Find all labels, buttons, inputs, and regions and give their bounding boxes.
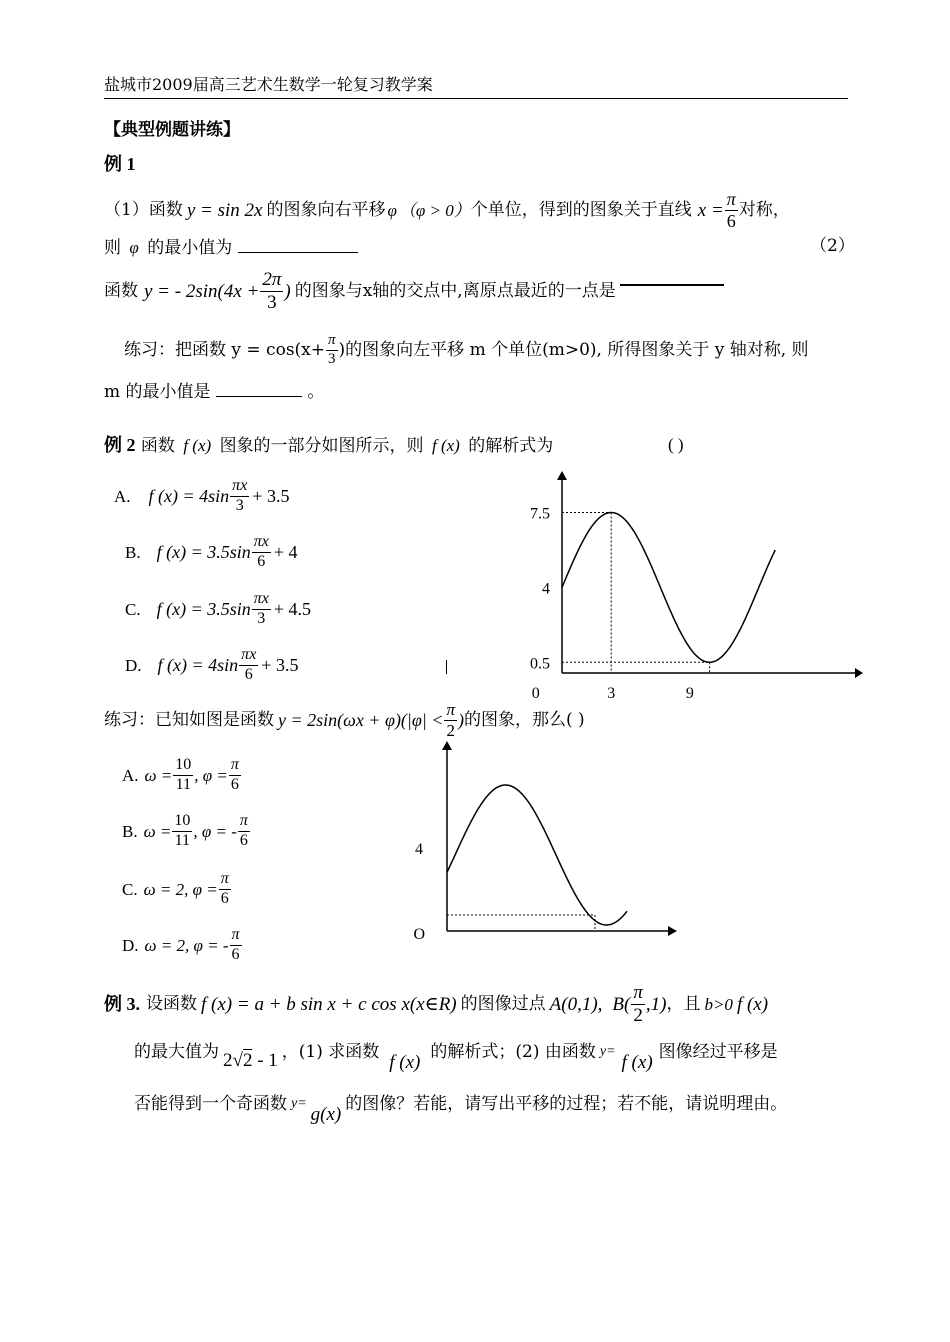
option-frac-den: 3 xyxy=(257,609,266,627)
example-1-label: 例 1 xyxy=(104,154,136,174)
ex1-q2-frac-den: 3 xyxy=(267,291,277,313)
option-omega: ω = xyxy=(143,821,172,841)
option-letter: D. xyxy=(122,935,139,955)
ex1-q2-frac xyxy=(260,270,283,313)
page-header xyxy=(104,77,433,93)
x-axis-arrow xyxy=(855,668,863,678)
ex2-text-c: 的解析式为 xyxy=(468,436,554,456)
ex1-practice-frac-num: π xyxy=(326,333,338,351)
option-tail: + 4.5 xyxy=(273,599,312,619)
sqrt-icon: √ xyxy=(232,1049,243,1071)
ex2-option-b[interactable] xyxy=(125,532,298,572)
ex1-q2-frac-num: 2π xyxy=(262,268,282,290)
option-omega-num: 10 xyxy=(172,813,192,832)
ex3-maxval-b: 2 xyxy=(242,1049,253,1071)
ex3-text-b: 的图像过点 xyxy=(460,993,546,1014)
ex3-frac-num: π xyxy=(633,981,643,1003)
y-tick-label-0: 7.5 xyxy=(530,505,550,523)
option-tail: + 4 xyxy=(273,542,298,562)
ex1-frac-den: 6 xyxy=(726,210,736,231)
ex1-q2-num: （2） xyxy=(810,236,855,256)
x-axis-arrow xyxy=(668,926,677,936)
option-omega: ω = 2, φ = xyxy=(143,879,218,899)
stray-tick xyxy=(446,660,447,674)
ex3-frac-den: 2 xyxy=(633,1004,643,1026)
option-frac xyxy=(230,478,249,515)
ex2-fx-2: f (x) xyxy=(431,436,460,455)
ex2-option-d[interactable] xyxy=(125,645,298,685)
ex2p-option-a[interactable] xyxy=(122,752,242,798)
option-phi-den: 6 xyxy=(220,889,229,907)
option-letter: C. xyxy=(125,599,141,619)
ex2p-close: ) xyxy=(457,710,464,730)
ex1-q2-eq-b: ) xyxy=(284,280,291,302)
option-omega-den: 11 xyxy=(174,831,191,849)
ex1-q1-num: （1） xyxy=(104,199,149,220)
ex1-practice-frac-den: 3 xyxy=(328,350,336,367)
option-frac-den: 3 xyxy=(235,496,244,514)
option-phi-den: 6 xyxy=(231,945,240,963)
ex3-fx-3: f (x) xyxy=(621,1051,653,1073)
ex3-fx: f (x) xyxy=(736,993,769,1015)
option-tail: + 3.5 xyxy=(252,486,290,506)
option-phi: , φ = - xyxy=(193,821,237,841)
ex3-l3a: 否能得到一个奇函数 xyxy=(134,1093,287,1114)
ex1-frac-pi-6 xyxy=(725,190,738,231)
option-phi-den: 6 xyxy=(230,775,239,793)
option-omega-num: 10 xyxy=(173,757,193,776)
ex2p-frac-num: π xyxy=(446,699,455,719)
option-letter: A. xyxy=(122,765,139,785)
ex2p-option-b[interactable] xyxy=(122,808,251,854)
ex2-practice-graph xyxy=(405,738,705,948)
ex1-q2-answer-line xyxy=(620,284,724,286)
option-frac xyxy=(252,591,271,628)
y-tick-label-0: 4 xyxy=(415,841,423,858)
header-rule xyxy=(104,98,848,99)
ex3-point-a: A(0,1), xyxy=(549,993,603,1015)
series-curve xyxy=(447,785,627,925)
ex2-practice-question xyxy=(104,696,585,744)
ex2-text-a: 函数 xyxy=(140,436,175,456)
ex1-practice-b: )的图象向左平移 m 个单位(m>0), 所得图象关于 y 轴对称, 则 xyxy=(338,339,809,360)
option-frac-num: πx xyxy=(230,478,249,497)
ex3-l2d: 图像经过平移是 xyxy=(658,1041,778,1062)
ex3-line2 xyxy=(134,1030,778,1074)
ex3-line3 xyxy=(134,1082,787,1126)
option-omega: ω = xyxy=(144,765,173,785)
ex1-practice-line1 xyxy=(124,326,809,374)
option-phi-num: π xyxy=(238,813,250,832)
option-phi-num: π xyxy=(219,871,231,890)
option-letter: A. xyxy=(114,486,131,506)
option-lhs: f (x) = 4sin xyxy=(157,655,239,675)
option-phi-num: π xyxy=(229,757,241,776)
ex3-point-b-a: B( xyxy=(612,993,631,1015)
option-omega-frac xyxy=(173,757,193,794)
ex2p-frac xyxy=(444,701,457,740)
ex1-q1-fn: 函数 xyxy=(148,199,183,220)
ex2-question xyxy=(104,436,553,455)
option-frac xyxy=(252,534,271,571)
ex3-yeq: y= xyxy=(599,1044,616,1059)
ex2p-text-b: 的图象，那么( ) xyxy=(463,709,585,730)
ex2p-frac-den: 2 xyxy=(446,720,455,740)
y-axis-arrow xyxy=(557,471,567,480)
option-phi-frac xyxy=(230,927,242,964)
section-title: 【典型例题讲练】 xyxy=(104,120,240,140)
ex2-answer-paren: ( ) xyxy=(668,435,684,454)
ex1-practice-blank xyxy=(216,382,302,397)
ex1-q1-text-c: 对称， xyxy=(738,199,790,220)
option-omega-frac xyxy=(172,813,192,850)
header-title: 盐城市2009届高三艺术生数学一轮复习教学案 xyxy=(104,75,433,94)
option-omega: ω = 2, φ = - xyxy=(144,935,229,955)
ex3-point-b-b: ,1) xyxy=(645,993,667,1015)
ex3-eq: f (x) = a + b sin x + c cos x(x∈R) xyxy=(201,993,457,1015)
ex2p-option-d[interactable] xyxy=(122,922,243,968)
option-letter: C. xyxy=(122,879,138,899)
ex3-cond: b>0 xyxy=(704,994,733,1014)
ex3-l2a: 的最大值为 xyxy=(134,1041,219,1062)
ex3-text-a: 设函数 xyxy=(146,993,197,1014)
option-letter: B. xyxy=(125,542,141,562)
ex2-text-b: 图象的一部分如图所示，则 xyxy=(219,436,424,456)
ex1-practice-frac xyxy=(326,333,338,368)
x-tick-label-2: 9 xyxy=(685,685,694,702)
option-letter: D. xyxy=(125,655,142,675)
option-omega-den: 11 xyxy=(175,775,191,793)
ex2-fx: f (x) xyxy=(183,436,212,455)
ex1-q2-eq-a: y = - 2sin(4x + xyxy=(144,280,260,302)
example-3-label: 例 3. xyxy=(104,994,140,1014)
ex1-frac-num: π xyxy=(726,188,736,209)
option-letter: B. xyxy=(122,821,138,841)
origin-label: O xyxy=(413,926,425,943)
ex1-practice-end: 。 xyxy=(307,382,325,402)
ex3-text-c: ，且 xyxy=(666,993,701,1014)
option-phi: , φ = xyxy=(194,765,228,785)
ex3-line1 xyxy=(104,980,768,1028)
ex2-graph xyxy=(505,468,865,708)
ex1-q2-fn: 函数 xyxy=(104,280,138,301)
option-phi-frac xyxy=(219,871,231,908)
ex1-q2-text: 的图象与x轴的交点中,离原点最近的一点是 xyxy=(294,280,616,301)
ex1-q2-line xyxy=(104,266,724,316)
option-frac-num: πx xyxy=(252,591,271,610)
x-tick-label-1: 3 xyxy=(607,685,616,702)
option-frac-num: πx xyxy=(252,534,271,553)
ex1-q1-line2 xyxy=(104,238,358,257)
ex1-phi: φ xyxy=(387,200,397,220)
ex3-frac xyxy=(631,983,645,1026)
ex3-maxval xyxy=(223,1051,278,1070)
ex1-practice-line2 xyxy=(104,382,324,401)
option-phi-frac xyxy=(238,813,250,850)
ex1-x-eq: x = xyxy=(697,199,724,221)
ex3-gx: g(x) xyxy=(310,1103,342,1125)
ex3-l3b: 的图像？若能，请写出平移的过程；若不能，请说明理由。 xyxy=(345,1093,788,1114)
option-frac xyxy=(239,647,258,684)
option-lhs: f (x) = 4sin xyxy=(148,486,230,506)
option-frac-num: πx xyxy=(239,647,258,666)
option-phi-num: π xyxy=(230,927,242,946)
ex1-phi-2: φ xyxy=(129,238,139,257)
example-2-label: 例 2 xyxy=(104,435,136,455)
ex3-maxval-a: 2 xyxy=(223,1049,233,1071)
option-frac-den: 6 xyxy=(257,552,266,570)
option-tail: + 3.5 xyxy=(261,655,299,675)
ex2p-text-a: 练习：已知如图是函数 xyxy=(104,709,274,730)
ex1-q1-answer-blank xyxy=(238,238,358,253)
y-tick-label-1: 4 xyxy=(542,580,550,598)
option-phi-frac xyxy=(229,757,241,794)
ex1-q1-eq: y = sin 2x xyxy=(186,199,263,221)
option-lhs: f (x) = 3.5sin xyxy=(156,542,251,562)
ex1-q1-line1 xyxy=(104,190,790,230)
ex3-maxval-c: - 1 xyxy=(252,1049,278,1071)
x-tick-label-0: 0 xyxy=(531,685,540,702)
ex2p-option-c[interactable] xyxy=(122,866,232,912)
y-tick-label-2: 0.5 xyxy=(530,655,550,673)
ex3-l2b: ，(1) 求函数 xyxy=(281,1041,380,1062)
ex1-practice-a: 练习：把函数 y = cos(x+ xyxy=(124,339,326,360)
ex3-yeq-2: y= xyxy=(291,1096,307,1111)
ex1-q1-text-a: 的图象向右平移 xyxy=(266,199,386,220)
option-phi-den: 6 xyxy=(239,831,248,849)
ex1-practice-c: m 的最小值是 xyxy=(104,382,211,402)
y-axis-arrow xyxy=(442,741,452,750)
ex1-q1-paren: （φ > 0） xyxy=(398,200,471,220)
ex2p-eq: y = 2sin(ωx + φ)(|φ| < xyxy=(278,710,444,730)
ex3-fx-2: f (x) xyxy=(389,1051,421,1073)
ex1-q1-line2b: 的最小值为 xyxy=(147,238,233,258)
ex3-l2c: 的解析式；(2) 由函数 xyxy=(430,1041,596,1062)
option-lhs: f (x) = 3.5sin xyxy=(156,599,251,619)
series-curve xyxy=(562,513,775,663)
ex2-option-c[interactable] xyxy=(125,589,311,629)
option-frac-den: 6 xyxy=(244,665,253,683)
ex2-option-a[interactable] xyxy=(114,476,289,516)
ex1-q1-line2a: 则 xyxy=(104,238,121,258)
ex1-q1-text-b: 个单位，得到的图象关于直线 xyxy=(470,199,692,220)
